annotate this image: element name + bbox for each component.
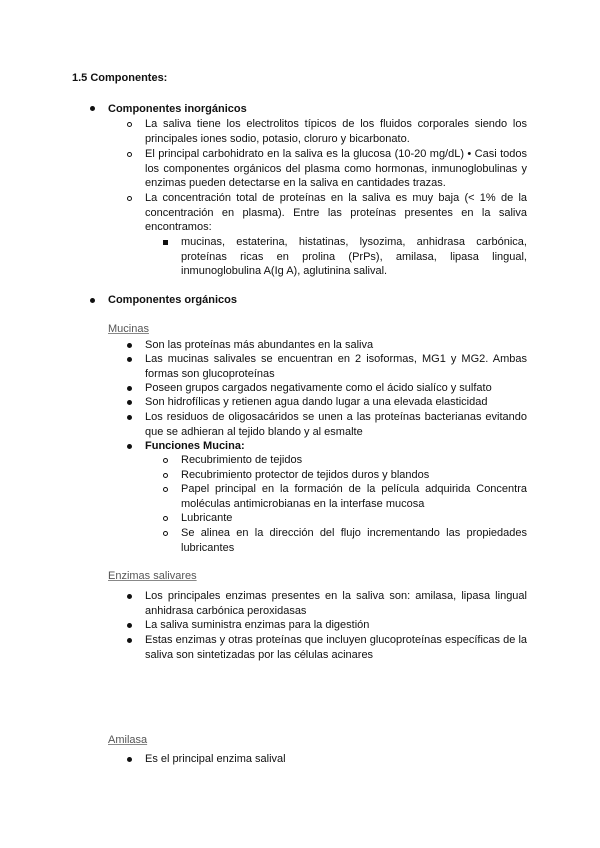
bullet-circle: [127, 122, 132, 127]
bullet-dot: [127, 415, 132, 420]
mucinas-title: Mucinas: [108, 323, 149, 335]
bullet-dot: [127, 594, 132, 599]
mucinas-item-3: Poseen grupos cargados negativamente como el ácido sialíco y sulfato: [145, 382, 492, 394]
bullet-circle: [127, 196, 132, 201]
bullet-dot: [127, 357, 132, 362]
funcion-item-1: Recubrimiento de tejidos: [181, 454, 303, 466]
amilasa-title: Amilasa: [108, 734, 148, 746]
funciones-label: Funciones Mucina:: [145, 440, 245, 452]
funcion-item-2: Recubrimiento protector de tejidos duros y blandos: [181, 469, 430, 481]
inorganic-subitem: mucinas, estaterina, histatinas, lysozima, anhidrasa carbónica, proteínas ricas en prolina (PrPs), amilasa, lipasa lingual, inmunoglobulina A(Ig A), aglutinina salival.: [181, 236, 527, 277]
funcion-item-5: Se alinea en la dirección del flujo incrementando las propiedades lubricantes: [181, 527, 527, 554]
bullet-square: [163, 240, 168, 245]
mucinas-item-2: Las mucinas salivales se encuentran en 2 isoformas, MG1 y MG2. Ambas formas son glucoproteínas: [145, 353, 527, 380]
section-title: 1.5 Componentes:: [72, 72, 168, 84]
enzimas-title: Enzimas salivares: [108, 570, 197, 582]
enzimas-item-3: Estas enzimas y otras proteínas que incluyen glucoproteínas específicas de la saliva son sintetizadas por las células acinares: [145, 634, 527, 661]
enzimas-item-1: Los principales enzimas presentes en la saliva son: amilasa, lipasa lingual anhidrasa carbónica peroxidasas: [145, 590, 527, 617]
bullet-circle: [127, 152, 132, 157]
bullet-dot: [127, 444, 132, 449]
bullet-dot: [127, 386, 132, 391]
inorganic-item-2: El principal carbohidrato en la saliva es la glucosa (10-20 mg/dL) • Casi todos los componentes orgánicos del plasma como hormonas, inmunoglobulinas y enzimas pueden detectarse en la saliva en cantidades trazas.: [145, 148, 527, 189]
bullet-dot: [127, 343, 132, 348]
mucinas-item-4: Son hidrofílicas y retienen agua dando lugar a una elevada elasticidad: [145, 396, 488, 408]
bullet-circle: [163, 458, 168, 463]
funcion-item-3: Papel principal en la formación de la película adquirida Concentra moléculas antimicrobianas en la interfase mucosa: [181, 483, 527, 510]
bullet-circle: [163, 531, 168, 536]
bullet-dot: [90, 106, 95, 111]
bullet-dot: [127, 757, 132, 762]
organic-heading: Componentes orgánicos: [108, 294, 237, 306]
bullet-dot: [127, 623, 132, 628]
bullet-dot: [90, 298, 95, 303]
funcion-item-4: Lubricante: [181, 512, 233, 524]
amilasa-item-1: Es el principal enzima salival: [145, 753, 286, 765]
bullet-dot: [127, 638, 132, 643]
mucinas-item-5: Los residuos de oligosacáridos se unen a las proteínas bacterianas evitando que se adhieran al tejido blando y al esmalte: [145, 411, 527, 438]
inorganic-heading: Componentes inorgánicos: [108, 103, 247, 115]
bullet-dot: [127, 400, 132, 405]
bullet-circle: [163, 487, 168, 492]
enzimas-item-2: La saliva suministra enzimas para la digestión: [145, 619, 370, 631]
mucinas-item-1: Son las proteínas más abundantes en la saliva: [145, 339, 374, 351]
inorganic-item-1: La saliva tiene los electrolitos típicos de los fluidos corporales siendo los principales iones sodio, potasio, cloruro y bicarbonato.: [145, 118, 527, 145]
inorganic-item-3: La concentración total de proteínas en la saliva es muy baja (< 1% de la concentración en plasma). Entre las proteínas presentes en la saliva encontramos:: [145, 192, 527, 233]
bullet-circle: [163, 516, 168, 521]
bullet-circle: [163, 473, 168, 478]
